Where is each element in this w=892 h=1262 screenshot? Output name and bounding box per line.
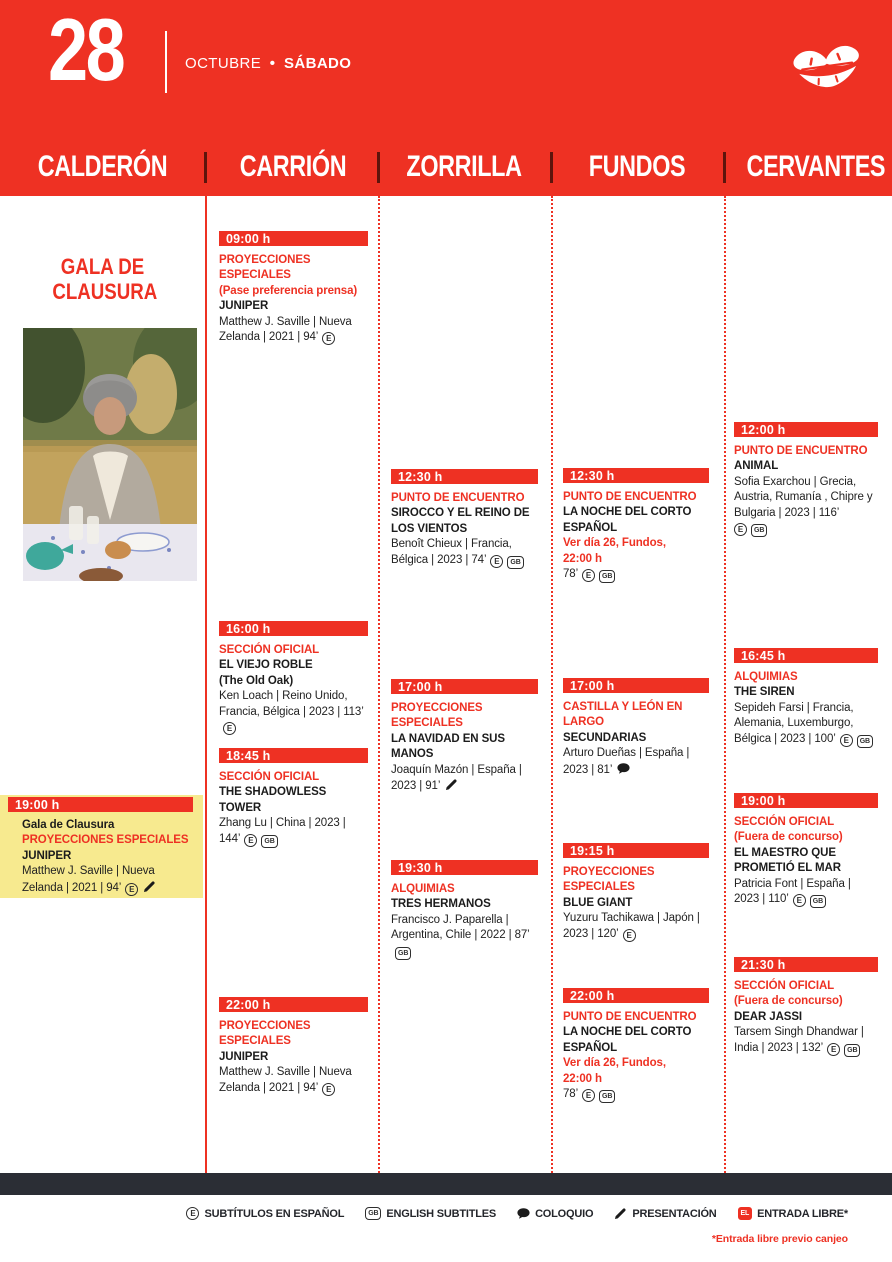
credits-text: Yuzuru Tachikawa | Japón | 2023 | 120’ (563, 912, 700, 940)
legend-label: SUBTÍTULOS EN ESPAÑOL (204, 1207, 345, 1220)
venue-divider-tick (204, 152, 207, 183)
time-label: 12:00 h (741, 422, 786, 437)
badges-line (734, 521, 878, 537)
film-title: EL VIEJO ROBLE (219, 659, 313, 672)
time-bar (219, 748, 368, 763)
listing-fundos-1230 (563, 468, 709, 583)
cross-reference-note: Ver día 26, Fundos, 22:00 h (563, 537, 666, 565)
section-label: PUNTO DE ENCUENTRO (734, 445, 868, 457)
legend-item-english-subtitles (365, 1207, 496, 1220)
film-credits (219, 1065, 368, 1096)
film-subtitle: (The Old Oak) (219, 674, 294, 687)
film-title: TRES HERMANOS (391, 898, 491, 911)
weekday-label: SÁBADO (283, 55, 352, 72)
credits-text: Matthew J. Saville | Nueva Zelanda | 2021 | 94’ (219, 315, 352, 344)
english-subtitles-badge: GB (395, 947, 411, 960)
time-bar (734, 648, 878, 663)
spanish-subtitles-badge: E (322, 1083, 335, 1096)
credits-text: Tarsem Singh Dhandwar | India | 2023 | 132’ (734, 1026, 864, 1054)
column-fundos (563, 196, 709, 1173)
time-label: 09:00 h (226, 231, 271, 246)
film-credits (563, 911, 709, 942)
venue-header-zorrilla: ZORRILLA (406, 150, 522, 183)
credits-text: Arturo Dueñas | España | 2023 | 81’ (563, 747, 690, 776)
time-label: 19:30 h (398, 860, 443, 875)
time-label: 12:30 h (570, 468, 615, 483)
listing-cervantes-2130 (734, 957, 878, 1057)
presentation-pencil-icon (445, 778, 458, 791)
day-number: 28 (48, 0, 124, 99)
english-subtitles-badge: GB (507, 556, 523, 569)
english-subtitles-badge: GB (810, 895, 826, 908)
english-subtitles-badge: GB (365, 1207, 381, 1220)
time-label: 19:00 h (741, 793, 786, 808)
column-divider (205, 196, 207, 1173)
listing-carrion-1845 (219, 748, 368, 848)
listing-carrion-2200 (219, 997, 368, 1096)
credits-text: Francisco J. Paparella | Argentina, Chile | 2022 | 87’ (391, 913, 530, 942)
english-subtitles-badge: GB (599, 570, 615, 583)
venue-divider-tick (377, 152, 380, 183)
lips-kiss-logo-icon (786, 34, 868, 96)
time-bar (391, 469, 538, 484)
film-title: JUNIPER (22, 849, 72, 862)
film-title: LA NAVIDAD EN SUS MANOS (391, 732, 505, 761)
section-label: ALQUIMIAS (734, 671, 798, 683)
film-credits (219, 689, 368, 735)
film-title: THE SIREN (734, 686, 795, 699)
spanish-subtitles-badge: E (582, 569, 595, 582)
venue-header-fundos: FUNDOS (588, 150, 686, 183)
film-title: ANIMAL (734, 460, 779, 473)
credits-text: Joaquín Mazón | España | 2023 | 91’ (391, 763, 522, 793)
section-note: (Pase preferencia prensa) (219, 284, 358, 297)
legend-item-presentacion (614, 1207, 716, 1220)
listing-carrion-1600 (219, 621, 368, 735)
credits-text: 78’ (563, 568, 579, 581)
presentation-pencil-icon (143, 880, 156, 893)
column-carrion (219, 196, 368, 1173)
listing-fundos-1915 (563, 843, 709, 942)
column-zorrilla (391, 196, 538, 1173)
time-label: 19:15 h (570, 843, 615, 858)
english-subtitles-badge: GB (261, 835, 277, 848)
listing-zorrilla-1700 (391, 679, 538, 794)
credits-text: Patricia Font | España | 2023 | 110’ (734, 877, 851, 906)
film-title: LA NOCHE DEL CORTO ESPAÑOL (563, 506, 692, 534)
time-label: 16:00 h (226, 621, 271, 636)
time-label: 18:45 h (226, 748, 271, 763)
credits-text: Matthew J. Saville | Nueva Zelanda | 2021 | 94’ (219, 1066, 352, 1094)
time-bar (734, 793, 878, 808)
film-title: BLUE GIANT (563, 896, 633, 909)
page-header (0, 0, 892, 196)
date-line (185, 55, 351, 72)
spanish-subtitles-badge: E (827, 1043, 840, 1056)
column-divider (724, 196, 726, 1173)
month-label: OCTUBRE (185, 55, 262, 72)
header-divider-line (165, 31, 167, 93)
time-bar (219, 997, 368, 1012)
time-bar (563, 843, 709, 858)
time-bar (391, 679, 538, 694)
time-bar (563, 468, 709, 483)
time-label: 22:00 h (570, 988, 615, 1003)
column-cervantes (734, 196, 878, 1173)
film-credits (391, 537, 538, 569)
section-label: PROYECCIONES ESPECIALES (391, 702, 483, 730)
section-label: PUNTO DE ENCUENTRO (563, 1011, 697, 1023)
legend (186, 1207, 848, 1220)
time-bar (563, 988, 709, 1003)
venue-divider-tick (550, 152, 553, 183)
footer-bar (0, 1173, 892, 1195)
legend-item-coloquio (517, 1207, 593, 1220)
time-label: 19:00 h (15, 797, 60, 812)
section-label: PUNTO DE ENCUENTRO (563, 491, 697, 503)
film-title: EL MAESTRO QUE PROMETIÓ EL MAR (734, 846, 841, 875)
date-bullet: • (269, 55, 276, 72)
film-credits (734, 475, 878, 521)
legend-item-entrada-libre (738, 1207, 848, 1220)
film-title: JUNIPER (219, 300, 269, 313)
spanish-subtitles-badge: E (125, 883, 138, 896)
event-name: Gala de Clausura (22, 819, 115, 831)
listing-fundos-1700 (563, 678, 709, 778)
credits-text: Zhang Lu | China | 2023 | 144’ (219, 817, 346, 845)
section-note: (Fuera de concurso) (734, 995, 843, 1008)
time-bar (734, 422, 878, 437)
spanish-subtitles-badge: E (793, 894, 806, 907)
film-credits (219, 816, 368, 848)
listing-fundos-2200 (563, 988, 709, 1103)
film-title: SECUNDARIAS (563, 731, 647, 744)
section-label: PROYECCIONES ESPECIALES (563, 866, 655, 894)
english-subtitles-badge: GB (844, 1044, 860, 1057)
section-label: PROYECCIONES ESPECIALES (219, 254, 311, 282)
venue-header-carrion: CARRIÓN (239, 150, 347, 183)
credits-text: 78’ (563, 1088, 579, 1101)
film-credits (563, 746, 709, 778)
legend-label: ENGLISH SUBTITLES (386, 1207, 497, 1220)
film-credits (734, 877, 878, 909)
time-label: 21:30 h (741, 957, 786, 972)
film-credits (391, 763, 538, 795)
english-subtitles-badge: GB (599, 1090, 615, 1103)
listing-cervantes-1900 (734, 793, 878, 908)
spanish-subtitles-badge: E (734, 523, 747, 536)
film-title: DEAR JASSI (734, 1010, 803, 1023)
colloquium-speech-icon (617, 762, 630, 775)
section-note: (Fuera de concurso) (734, 831, 843, 844)
spanish-subtitles-badge: E (186, 1207, 199, 1220)
film-title: SIROCCO Y EL REINO DE LOS VIENTOS (391, 507, 530, 535)
credits-text: Matthew J. Saville | Nueva Zelanda | 2021 | 94’ (22, 865, 155, 894)
time-label: 22:00 h (226, 997, 271, 1012)
film-credits (734, 1025, 878, 1057)
listing-calderon-1900 (0, 795, 203, 898)
time-label: 17:00 h (398, 679, 443, 694)
credits-text: Sepideh Farsi | Francia, Alemania, Luxemburgo, Bélgica | 2023 | 100’ (734, 701, 854, 745)
credits-text: Benoît Chieux | Francia, Bélgica | 2023 | 74’ (391, 538, 512, 566)
legend-label: PRESENTACIÓN (632, 1207, 717, 1220)
colloquium-speech-icon (517, 1207, 530, 1220)
credits-text: Sofia Exarchou | Grecia, Austria, Rumanía , Chipre y Bulgaria | 2023 | 116’ (734, 475, 873, 519)
english-subtitles-badge: GB (751, 524, 767, 537)
legend-label: ENTRADA LIBRE* (757, 1207, 848, 1220)
spanish-subtitles-badge: E (840, 734, 853, 747)
section-label: SECCIÓN OFICIAL (734, 980, 835, 992)
listing-carrion-0900 (219, 231, 368, 345)
section-label: SECCIÓN OFICIAL (219, 771, 320, 783)
time-bar (219, 231, 368, 246)
column-divider (378, 196, 380, 1173)
venue-header-calderon: CALDERÓN (37, 150, 168, 183)
film-title: JUNIPER (219, 1050, 269, 1063)
presentation-pencil-icon (614, 1207, 627, 1220)
section-label: SECCIÓN OFICIAL (219, 644, 320, 656)
film-title: THE SHADOWLESS TOWER (219, 786, 327, 814)
free-entry-footnote: *Entrada libre previo canjeo (711, 1233, 848, 1245)
time-label: 17:00 h (570, 678, 615, 693)
legend-label: COLOQUIO (535, 1207, 594, 1220)
cross-reference-note: Ver día 26, Fundos, 22:00 h (563, 1057, 666, 1085)
spanish-subtitles-badge: E (244, 834, 257, 847)
venue-header-cervantes: CERVANTES (746, 150, 886, 183)
film-credits (563, 1087, 709, 1103)
section-label: PROYECCIONES ESPECIALES (219, 1020, 311, 1048)
spanish-subtitles-badge: E (490, 555, 503, 568)
section-label: PROYECCIONES ESPECIALES (22, 834, 189, 847)
film-credits (22, 864, 195, 896)
section-label: PUNTO DE ENCUENTRO (391, 492, 525, 504)
gala-heading: GALA DE CLAUSURA (52, 254, 158, 304)
time-bar (563, 678, 709, 693)
time-bar (8, 797, 193, 812)
venue-divider-tick (723, 152, 726, 183)
time-bar (734, 957, 878, 972)
listing-zorrilla-1230 (391, 469, 538, 569)
legend-item-spanish-subtitles (186, 1207, 344, 1220)
time-label: 12:30 h (398, 469, 443, 484)
column-divider (551, 196, 553, 1173)
film-title: LA NOCHE DEL CORTO ESPAÑOL (563, 1026, 692, 1054)
section-label: ALQUIMIAS (391, 883, 455, 895)
listing-cervantes-1200 (734, 422, 878, 537)
listing-cervantes-1645 (734, 648, 878, 748)
spanish-subtitles-badge: E (623, 929, 636, 942)
film-credits (563, 567, 709, 583)
english-subtitles-badge: GB (857, 735, 873, 748)
gala-film-photo (23, 328, 197, 581)
free-entry-badge: EL (738, 1207, 753, 1220)
time-bar (391, 860, 538, 875)
spanish-subtitles-badge: E (322, 332, 335, 345)
section-label: CASTILLA Y LEÓN EN LARGO (563, 701, 683, 729)
section-label: SECCIÓN OFICIAL (734, 816, 835, 828)
film-credits (391, 913, 538, 960)
listing-zorrilla-1930 (391, 860, 538, 960)
spanish-subtitles-badge: E (582, 1089, 595, 1102)
time-label: 16:45 h (741, 648, 786, 663)
time-bar (219, 621, 368, 636)
credits-text: Ken Loach | Reino Unido, Francia, Bélgica | 2023 | 113’ (219, 690, 364, 718)
film-credits (734, 701, 878, 748)
film-credits (219, 315, 368, 346)
spanish-subtitles-badge: E (223, 722, 236, 735)
